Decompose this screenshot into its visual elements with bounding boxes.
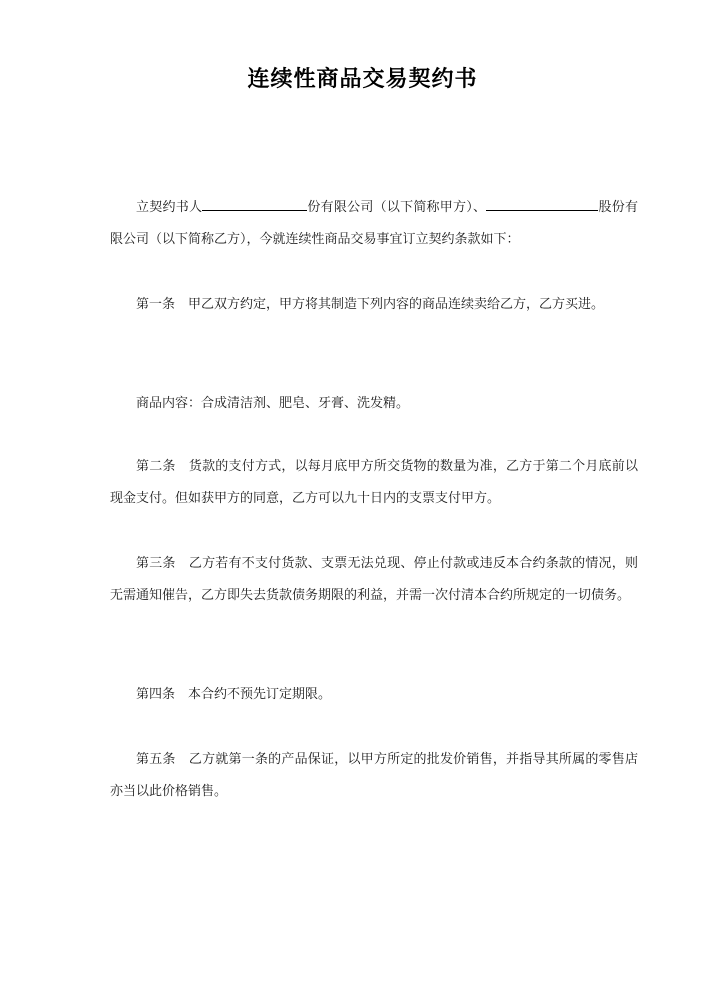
article-2: 第二条 货款的支付方式，以每月底甲方所交货物的数量为准，乙方于第二个月底前以现金支付。但如获甲方的同意，乙方可以九十日内的支票支付甲方。 xyxy=(110,459,638,506)
party-a-blank[interactable] xyxy=(202,196,307,211)
document-title: 连续性商品交易契约书 xyxy=(247,67,478,92)
article-4: 第四条 本合约不预先订定期限。 xyxy=(136,687,332,702)
article-5: 第五条 乙方就第一条的产品保证，以甲方所定的批发价销售，并指导其所属的零售店亦当以此价格销售。 xyxy=(110,752,638,799)
party-b-blank[interactable] xyxy=(486,196,598,211)
goods-content: 商品内容：合成清洁剂、肥皂、牙膏、洗发精。 xyxy=(136,396,410,411)
article-3: 第三条 乙方若有不支付货款、支票无法兑现、停止付款或违反本合约条款的情况，则无需通知催告，乙方即失去货款债务期限的利益，并需一次付清本合约所规定的一切债务。 xyxy=(110,556,638,603)
intro-paragraph xyxy=(110,192,638,256)
intro-text-1: 立契约书人 xyxy=(136,200,203,215)
article-1: 第一条 甲乙双方约定，甲方将其制造下列内容的商品连续卖给乙方，乙方买进。 xyxy=(136,297,605,312)
intro-text-3: 股份有限公司（以下简称乙方），今就连续性商品交易事宜订立契约条款如下： xyxy=(110,200,638,247)
intro-text-2: 份有限公司（以下简称甲方）、 xyxy=(307,200,487,215)
